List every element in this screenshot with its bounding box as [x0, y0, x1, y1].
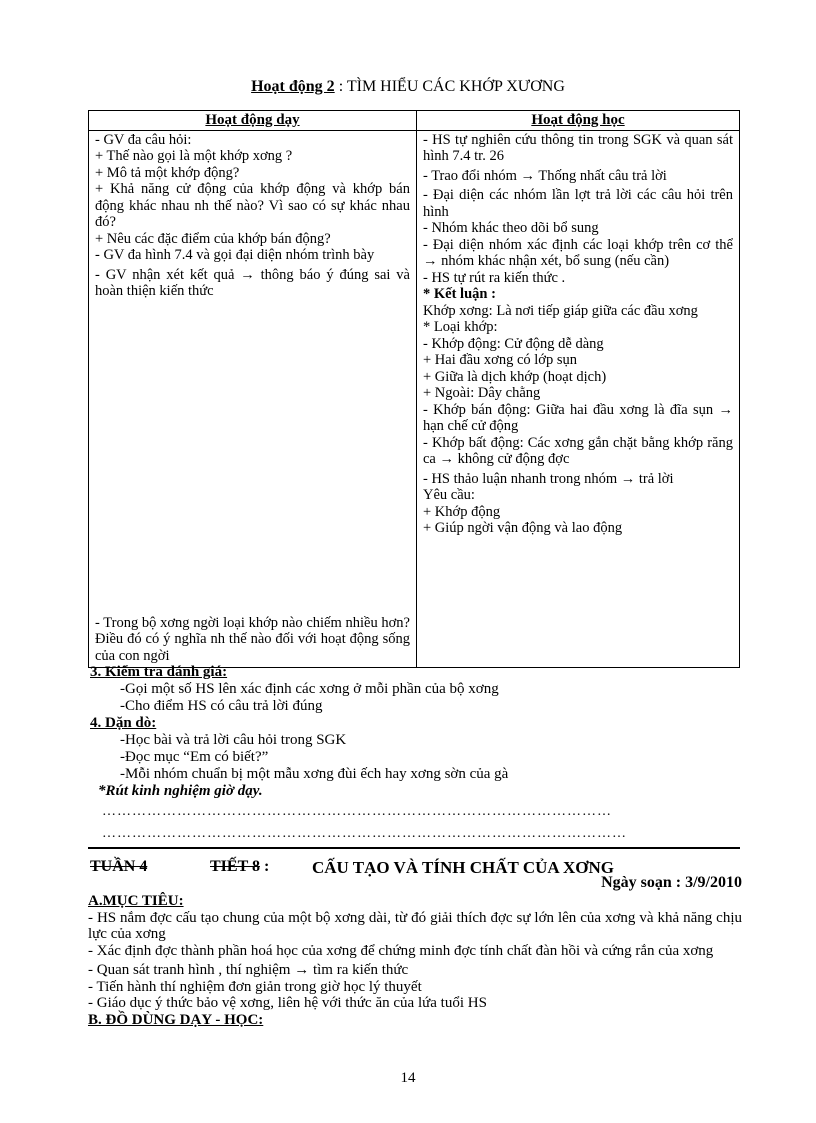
student-column-header: Hoạt động học	[417, 111, 740, 131]
experience-line: …………………………………………………………………………………………	[102, 804, 612, 819]
assessment-item: -Cho điểm HS có câu trả lời đúng	[120, 698, 323, 714]
conclusion-line: Khớp xơng: Là nơi tiếp giáp giữa các đầu xơng	[423, 302, 698, 319]
teacher-line: + Mô tả một khớp động?	[95, 164, 240, 181]
conclusion-line: + Ngoài: Dây chằng	[423, 385, 541, 401]
conclusion-line: - HS thảo luận nhanh trong nhóm → trả lời	[423, 470, 674, 487]
student-line: - Đại diện nhóm xác định các loại khớp trên cơ thể → nhóm khác nhận xét, bổ sung (nếu cần)	[423, 236, 733, 269]
experience-label: *Rút kinh nghiệm giờ dạy.	[98, 783, 263, 799]
objective-item: - Xác định đợc thành phần hoá học của xơng để chứng minh đợc tính chất đàn hồi và cứng rắn của xơng	[88, 942, 714, 959]
teacher-line: - GV nhận xét kết quả → thông báo ý đúng sai và hoàn thiện kiến thức	[95, 266, 410, 299]
teacher-line: - GV đa hình 7.4 và gọi đại diện nhóm trình bày	[95, 247, 375, 263]
experience-line: ……………………………………………………………………………………………	[102, 826, 627, 841]
objectives-section	[88, 893, 742, 1028]
activity-title	[0, 78, 816, 96]
conclusion-line: - Khớp bán động: Giữa hai đầu xơng là đĩa sụn → hạn chế cử động	[423, 401, 733, 434]
conclusion-line: + Hai đầu xơng có lớp sụn	[423, 352, 577, 368]
homework-heading: 4. Dặn dò:	[90, 715, 157, 731]
conclusion-line: + Giữa là dịch khớp (hoạt dịch)	[423, 368, 607, 385]
objective-item: - Tiến hành thí nghiệm đơn giản trong giờ học lý thuyết	[88, 978, 422, 995]
objectives-heading: A.MỤC TIÊU:	[88, 893, 184, 909]
period-number: TIẾT 8	[210, 858, 260, 875]
week-label: TUẦN 4	[90, 858, 148, 875]
conclusion-line: - Khớp động: Cử động dễ dàng	[423, 335, 604, 352]
assessment-item: -Gọi một số HS lên xác định các xơng ở mỗi phần của bộ xơng	[120, 681, 499, 697]
homework-item: -Mỗi nhóm chuẩn bị một mẫu xơng đùi ếch hay xơng sờn của gà	[120, 766, 509, 782]
teacher-line: + Thế nào gọi là một khớp xơng ?	[95, 148, 293, 164]
lesson-title: CẤU TẠO VÀ TÍNH CHẤT CỦA XƠNG	[312, 858, 614, 877]
teacher-column-header: Hoạt động dạy	[89, 111, 417, 131]
student-activities-cell	[417, 130, 740, 667]
period-label	[210, 858, 269, 876]
teacher-line: + Nêu các đặc điểm của khớp bán động?	[95, 230, 331, 247]
homework-item: -Học bài và trả lời câu hỏi trong SGK	[120, 732, 347, 748]
conclusion-label: * Kết luận :	[423, 286, 496, 302]
homework-section	[90, 715, 508, 800]
activity-table	[88, 110, 740, 668]
conclusion-line: + Khớp động	[423, 503, 501, 520]
materials-heading: B. ĐỒ DÙNG DẠY - HỌC:	[88, 1011, 264, 1028]
student-line: - Đại diện các nhóm lần lợt trả lời các câu hỏi trên hình	[423, 187, 733, 220]
objective-item: - Giáo dục ý thức bảo vệ xơng, liên hệ với thức ăn của lứa tuổi HS	[88, 995, 487, 1011]
student-line: - Nhóm khác theo dõi bổ sung	[423, 220, 599, 236]
activity-separator: :	[334, 78, 347, 95]
assessment-heading: 3. Kiểm tra đánh giá:	[90, 664, 228, 680]
conclusion-line: + Giúp ngời vận động và lao động	[423, 520, 623, 536]
section-divider	[88, 847, 740, 849]
activity-heading: TÌM HIỂU CÁC KHỚP XƯƠNG	[346, 78, 565, 95]
teacher-line: + Khả năng cử động của khớp động và khớp bán động khác nhau nh thế nào? Vì sao có sự khác nhau đó?	[95, 181, 410, 230]
student-line: - HS tự nghiên cứu thông tin trong SGK và quan sát hình 7.4 tr. 26	[423, 131, 733, 164]
conclusion-line: - Khớp bất động: Các xơng gắn chặt bằng khớp răng ca → không cử động đợc	[423, 434, 733, 467]
homework-item: -Đọc mục “Em có biết?”	[120, 749, 269, 765]
teacher-activities-cell	[89, 130, 417, 667]
teacher-question: - Trong bộ xơng ngời loại khớp nào chiếm nhiều hơn? Điều đó có ý nghĩa nh thế nào đối với hoạt động sống của con ngời	[95, 614, 410, 664]
conclusion-line: * Loại khớp:	[423, 319, 498, 335]
preparation-date: Ngày soạn : 3/9/2010	[601, 874, 742, 891]
student-line: - Trao đổi nhóm → Thống nhất câu trả lời	[423, 167, 667, 184]
objective-item: - Quan sát tranh hình , thí nghiệm → tìm ra kiến thức	[88, 962, 409, 978]
assessment-section	[90, 664, 499, 715]
period-separator: :	[259, 858, 270, 875]
page-number: 14	[400, 1070, 416, 1086]
student-line: - HS tự rút ra kiến thức .	[423, 269, 566, 286]
objective-item: - HS nắm đợc cấu tạo chung của một bộ xơng dài, từ đó giải thích đợc sự lớn lên của xơng và khả năng chịu lực của xơng	[88, 909, 742, 942]
teacher-line: - GV đa câu hỏi:	[95, 131, 192, 148]
activity-label: Hoạt động 2	[251, 78, 335, 95]
conclusion-line: Yêu cầu:	[423, 487, 475, 503]
